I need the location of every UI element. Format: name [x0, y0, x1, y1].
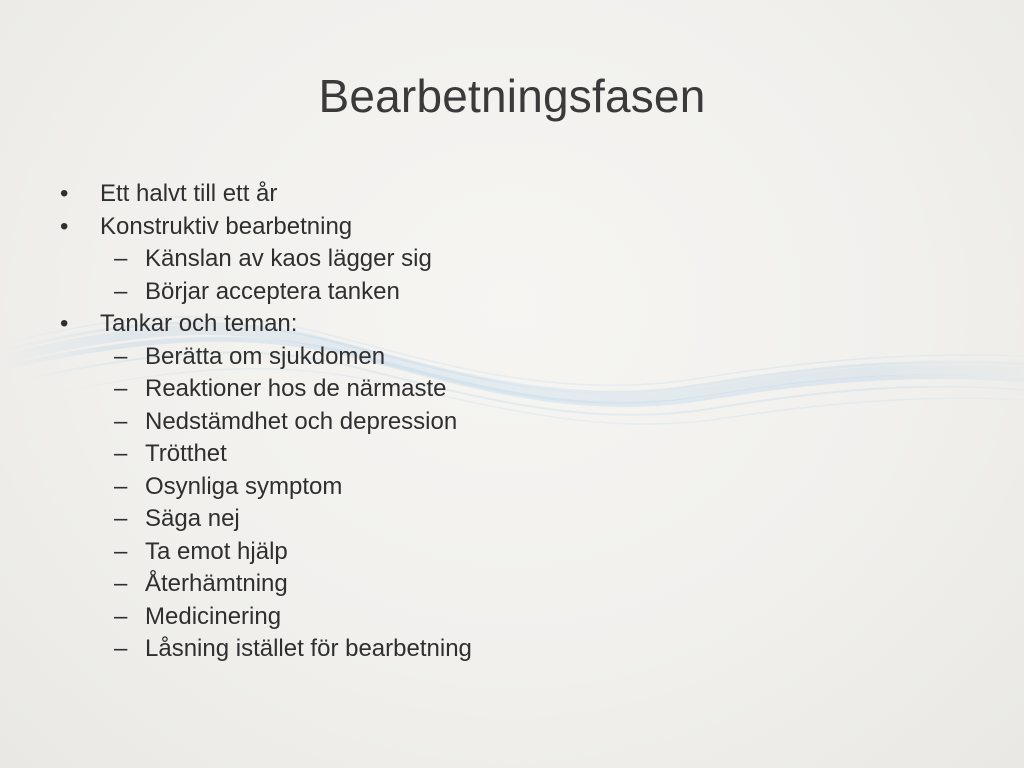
dash-marker: –: [114, 570, 128, 597]
bullet-item: [56, 178, 956, 211]
bullet-text: Osynliga symptom: [145, 472, 343, 500]
bullet-text: Återhämtning: [145, 570, 288, 597]
bullet-item: [56, 308, 956, 341]
sub-bullet-item: [56, 243, 956, 276]
sub-bullet-item: [56, 373, 956, 406]
bullet-text: Konstruktiv bearbetning: [100, 212, 353, 240]
sub-bullet-item: [56, 601, 956, 634]
bullet-marker: •: [60, 212, 69, 240]
bullet-text: Börjar acceptera tanken: [145, 277, 400, 305]
dash-marker: –: [114, 277, 128, 305]
bullet-text: Medicinering: [145, 602, 282, 630]
bullet-text: Ta emot hjälp: [145, 537, 288, 565]
bullet-text: Säga nej: [145, 505, 240, 532]
dash-marker: –: [114, 472, 128, 500]
bullet-marker: •: [60, 310, 69, 337]
sub-bullet-item: [56, 503, 956, 536]
bullet-text: Låsning istället för bearbetning: [145, 635, 472, 662]
sub-bullet-item: [56, 633, 956, 666]
dash-marker: –: [114, 245, 128, 272]
dash-marker: –: [114, 602, 128, 630]
dash-marker: –: [114, 505, 128, 532]
dash-marker: –: [114, 375, 128, 402]
bullet-list: [56, 178, 956, 666]
dash-marker: –: [114, 407, 128, 435]
bullet-text: Ett halvt till ett år: [100, 180, 278, 207]
sub-bullet-item: [56, 471, 956, 504]
slide-title: Bearbetningsfasen: [318, 70, 706, 122]
bullet-text: Tankar och teman:: [100, 310, 298, 337]
dash-marker: –: [114, 440, 128, 467]
bullet-text: Nedstämdhet och depression: [145, 407, 458, 435]
bullet-marker: •: [60, 180, 69, 207]
dash-marker: –: [114, 537, 128, 565]
bullet-text: Berätta om sjukdomen: [145, 342, 386, 370]
sub-bullet-item: [56, 568, 956, 601]
sub-bullet-item: [56, 438, 956, 471]
bullet-item: [56, 211, 956, 244]
dash-marker: –: [114, 342, 128, 370]
sub-bullet-item: [56, 341, 956, 374]
sub-bullet-item: [56, 406, 956, 439]
bullet-text: Trötthet: [145, 440, 227, 467]
bullet-text: Känslan av kaos lägger sig: [145, 245, 432, 272]
sub-bullet-item: [56, 276, 956, 309]
bullet-text: Reaktioner hos de närmaste: [145, 375, 447, 402]
dash-marker: –: [114, 635, 128, 662]
sub-bullet-item: [56, 536, 956, 569]
